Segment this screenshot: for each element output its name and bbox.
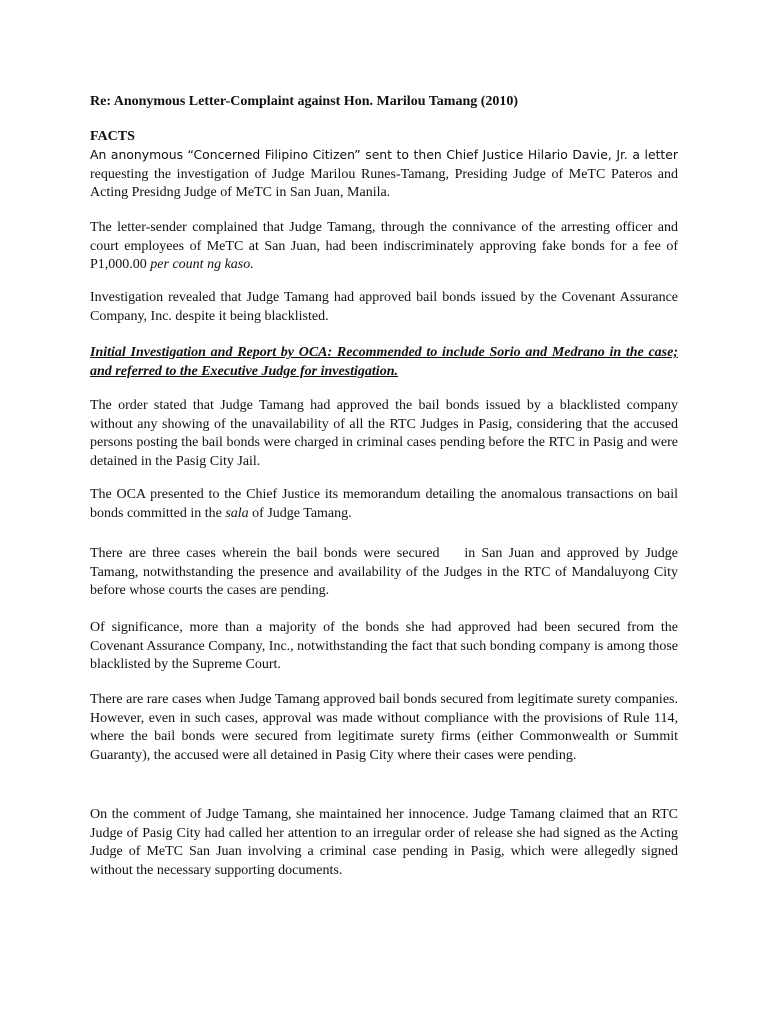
paragraph-complaint bbox=[90, 219, 678, 275]
paragraph-text: requesting the investigation of Judge Marilou Runes-Tamang, Presiding Judge of MeTC Pateros and Acting Presidng Judge of MeTC in San Juan, Manila. bbox=[90, 166, 678, 200]
paragraph-oca-memorandum bbox=[90, 486, 678, 523]
paragraph-rare-cases: There are rare cases when Judge Tamang approved bail bonds secured from legitimate surety companies. However, even in such cases, approval was made without compliance with the provisions of Rule 114, where the bail bonds were secured from legitimate surety firms (either Commonwealth or Summit Guaranty), the accused were all detained in Pasig City where their cases were pending. bbox=[90, 692, 678, 763]
paragraph-italic-text: sala bbox=[225, 505, 249, 521]
paragraph-text: The letter-sender complained that Judge Tamang, through the connivance of the arresting officer and court employees of MeTC at San Juan, had been indiscriminately approving fake bonds for a fee of P1,000.00 bbox=[90, 220, 678, 272]
section-subheading: Initial Investigation and Report by OCA: Recommended to include Sorio and Medrano in the case; and referred to the Executive Judge for investigation. bbox=[90, 345, 678, 379]
paragraph-text: The OCA presented to the Chief Justice its memorandum detailing the anomalous transactions on bail bonds committed in the bbox=[90, 487, 678, 521]
paragraph-anonymous-letter bbox=[90, 146, 678, 203]
paragraph-order: The order stated that Judge Tamang had approved the bail bonds issued by a blacklisted company without any showing of the unavailability of all the RTC Judges in Pasig, considering that the accused persons posting the bail bonds were charged in criminal cases pending before the RTC in Pasig and were detained in the Pasig City Jail. bbox=[90, 398, 678, 469]
document-title: Re: Anonymous Letter-Complaint against Hon. Marilou Tamang (2010) bbox=[90, 94, 519, 109]
paragraph-three-cases: There are three cases wherein the bail bonds were secured in San Juan and approved by Judge Tamang, notwithstanding the presence and availability of the Judges in the RTC of Mandaluyong City before whose courts the cases are pending. bbox=[90, 546, 682, 598]
paragraph-investigation: Investigation revealed that Judge Tamang had approved bail bonds issued by the Covenant Assurance Company, Inc. despite it being blacklisted. bbox=[90, 290, 678, 324]
paragraph-significance: Of significance, more than a majority of the bonds she had approved had been secured from the Covenant Assurance Company, Inc., notwithstanding the fact that such bonding company is among those blacklisted by the Supreme Court. bbox=[90, 620, 678, 672]
paragraph-first-line: An anonymous “Concerned Filipino Citizen” sent to then Chief Justice Hilario Davie, Jr. a letter bbox=[90, 147, 678, 162]
paragraph-comment: On the comment of Judge Tamang, she maintained her innocence. Judge Tamang claimed that an RTC Judge of Pasig City had called her attention to an irregular order of release she had signed as the Acting Judge of MeTC San Juan involving a criminal case pending in Pasig, which were allegedly signed without the necessary supporting documents. bbox=[90, 807, 678, 878]
facts-heading: FACTS bbox=[90, 129, 135, 144]
paragraph-text: of Judge Tamang. bbox=[248, 505, 352, 521]
paragraph-italic-text: per count ng kaso. bbox=[150, 257, 254, 272]
